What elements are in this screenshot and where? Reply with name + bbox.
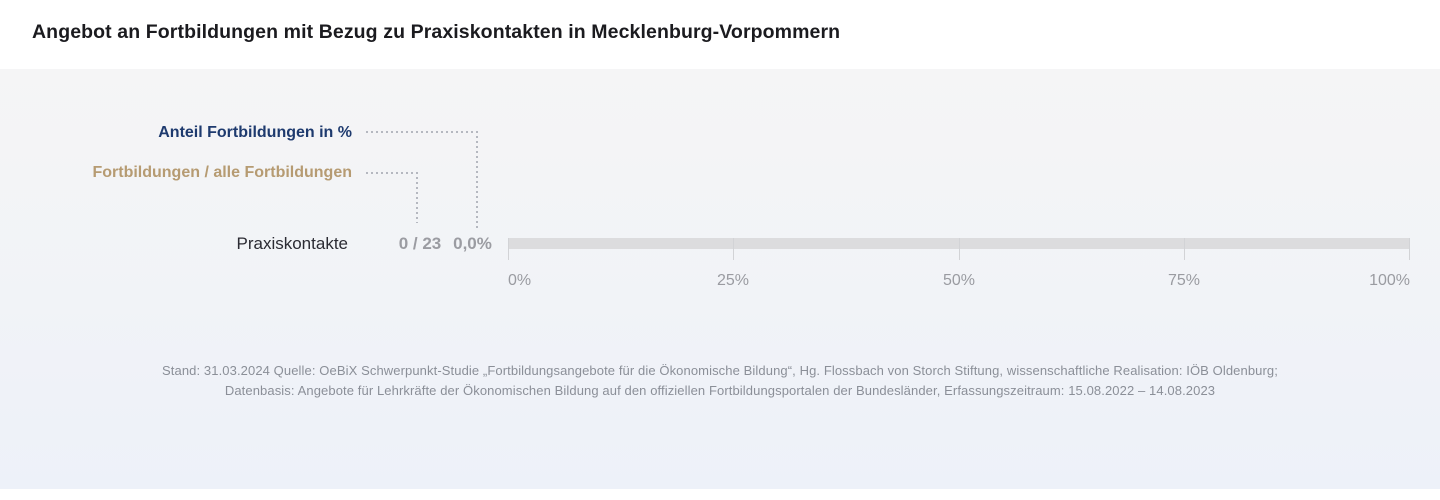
fraction-leader-horizontal-line [366,172,418,174]
chart-area [0,69,1440,489]
footer-source-line-1: Stand: 31.03.2024 Quelle: OeBiX Schwerpunkt-Studie „Fortbildungsangebote für die Ökonomische Bildung“, Hg. Flossbach von Storch Stiftung, wissenschaftliche Realisation: IÖB Oldenburg; [162,363,1278,378]
percent-leader-vertical-line [476,136,478,230]
axis-tick-label-100: 100% [1369,272,1410,289]
value-percent: 0,0% [453,234,492,253]
header-bar [0,0,1440,69]
category-label-praxiskontakte: Praxiskontakte [236,234,348,253]
axis-tick-line-25 [733,238,734,260]
percent-leader-horizontal-line [366,131,478,133]
bottom-white-strip [0,489,1440,500]
value-fraction: 0 / 23 [398,234,442,253]
legend-label-percent: Anteil Fortbildungen in % [158,124,352,141]
axis-tick-label-0: 0% [508,272,532,289]
axis-tick-line-75 [1184,238,1185,260]
page-title: Angebot an Fortbildungen mit Bezug zu Praxiskontakten in Mecklenburg-Vorpommern [32,21,841,43]
footer-source-line-2: Datenbasis: Angebote für Lehrkräfte der Ökonomischen Bildung auf den offiziellen Fortbildungsportalen der Bundesländer, Erfassungszeitraum: 15.08.2022 – 14.08.2023 [224,383,1216,398]
axis-tick-label-50: 50% [942,272,976,289]
axis-tick-label-25: 25% [716,272,750,289]
legend-label-fraction: Fortbildungen / alle Fortbildungen [92,164,352,181]
fraction-leader-vertical-line [416,177,418,223]
axis-tick-line-100 [1409,238,1410,260]
axis-tick-line-0 [508,238,509,260]
axis-tick-label-75: 75% [1167,272,1201,289]
axis-tick-line-50 [959,238,960,260]
